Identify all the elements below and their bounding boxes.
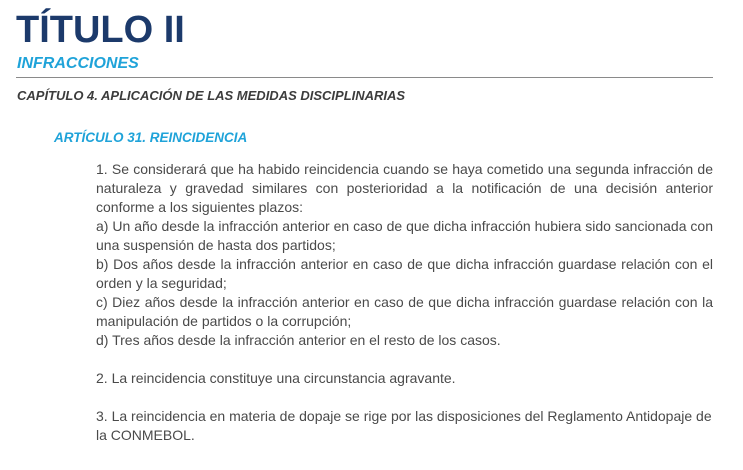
header-divider xyxy=(16,77,713,78)
paragraph-spacer xyxy=(96,388,713,407)
article-body xyxy=(96,160,713,445)
paragraph-spacer xyxy=(96,350,713,369)
article-heading: ARTÍCULO 31. REINCIDENCIA xyxy=(54,130,248,145)
page-subtitle: INFRACCIONES xyxy=(17,55,139,72)
page-title: TÍTULO II xyxy=(16,9,185,51)
item-d: d) Tres años desde la infracción anterior en el resto de los casos. xyxy=(96,332,501,348)
paragraph-3: 3. La reincidencia en materia de dopaje se rige por las disposiciones del Reglamento Antidopaje de la CONMEBOL. xyxy=(96,408,712,443)
paragraph-1: 1. Se considerará que ha habido reincidencia cuando se haya cometido una segunda infracción de naturaleza y gravedad similares con posterioridad a la notificación de una decisión anterior conforme a los siguientes plazos: xyxy=(96,161,713,215)
item-b: b) Dos años desde la infracción anterior en caso de que dicha infracción guardase relación con el orden y la seguridad; xyxy=(96,256,713,291)
item-a: a) Un año desde la infracción anterior en caso de que dicha infracción hubiera sido sancionada con una suspensión de hasta dos partidos; xyxy=(96,218,713,253)
item-c: c) Diez años desde la infracción anterior en caso de que dicha infracción guardase relación con la manipulación de partidos o la corrupción; xyxy=(96,294,713,329)
paragraph-2: 2. La reincidencia constituye una circunstancia agravante. xyxy=(96,370,456,386)
chapter-heading: CAPÍTULO 4. APLICACIÓN DE LAS MEDIDAS DISCIPLINARIAS xyxy=(17,88,406,103)
